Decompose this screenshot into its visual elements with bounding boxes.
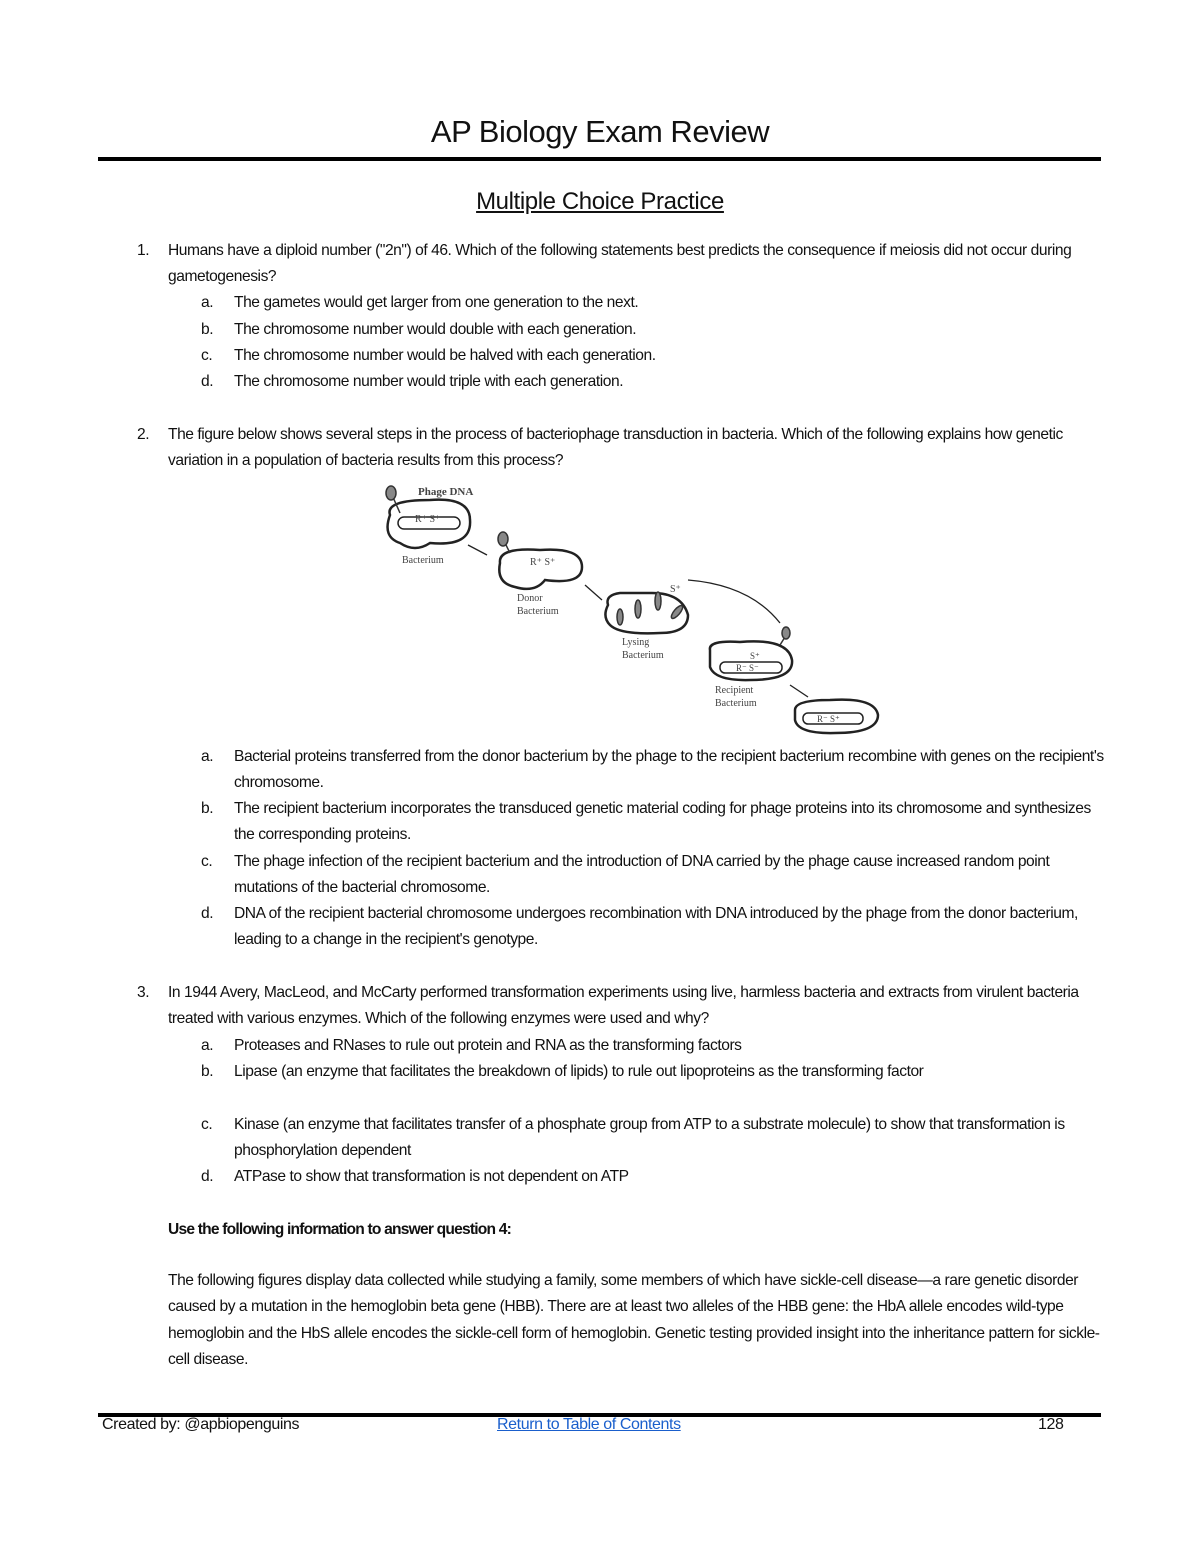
option-label: c. bbox=[201, 1116, 213, 1133]
label-phage-dna: Phage DNA bbox=[418, 486, 474, 498]
option-text: Kinase (an enzyme that facilitates transfer of a phosphate group from ATP to a substrate molecule) to show that transformation is phosphorylation dependent bbox=[234, 1116, 1065, 1160]
option-label: d. bbox=[201, 1168, 214, 1185]
arrow bbox=[790, 685, 808, 697]
option-text: The chromosome number would be halved with each generation. bbox=[234, 347, 656, 364]
label-bacterium: Bacterium bbox=[402, 555, 444, 566]
option-text: The chromosome number would triple with each generation. bbox=[234, 373, 624, 390]
transduction-figure bbox=[370, 475, 890, 740]
option-text: The phage infection of the recipient bacterium and the introduction of DNA carried by the phage cause increased random point mutations of the bacterial chromosome. bbox=[234, 853, 1050, 897]
option-text: ATPase to show that transformation is not dependent on ATP bbox=[234, 1168, 629, 1185]
option-label: c. bbox=[201, 347, 213, 364]
section-title: Multiple Choice Practice bbox=[476, 188, 724, 215]
arrow bbox=[585, 585, 602, 600]
label-allele: S⁺ bbox=[750, 651, 760, 661]
option-label: b. bbox=[201, 321, 214, 338]
label-lysing-2: Bacterium bbox=[622, 650, 664, 661]
option-label: c. bbox=[201, 853, 213, 870]
arrow bbox=[468, 545, 487, 555]
label-donor: Donor bbox=[517, 593, 543, 604]
label-donor-2: Bacterium bbox=[517, 606, 559, 617]
option-text: Bacterial proteins transferred from the donor bacterium by the phage to the recipient bacterium recombine with genes on the recipient's chromosome. bbox=[234, 748, 1104, 792]
option-label: b. bbox=[201, 800, 214, 817]
page-title: AP Biology Exam Review bbox=[430, 114, 770, 149]
option-text: Proteases and RNases to rule out protein and RNA as the transforming factors bbox=[234, 1037, 742, 1054]
label-lysing: Lysing bbox=[622, 637, 650, 648]
option-label: b. bbox=[201, 1063, 214, 1080]
label-allele: S⁺ bbox=[670, 584, 681, 595]
option-text: Lipase (an enzyme that facilitates the breakdown of lipids) to rule out lipoproteins as the transforming factor bbox=[234, 1063, 924, 1080]
label-recipient: Recipient bbox=[715, 685, 754, 696]
footer-credit: Created by: @apbiopenguins bbox=[102, 1416, 300, 1433]
header-rule bbox=[98, 157, 1101, 161]
option-text: The chromosome number would double with each generation. bbox=[234, 321, 637, 338]
option-text: The gametes would get larger from one generation to the next. bbox=[234, 294, 639, 311]
label-allele: R⁺ S⁺ bbox=[415, 514, 441, 525]
label-allele: R⁺ S⁺ bbox=[530, 557, 556, 568]
option-label: d. bbox=[201, 905, 214, 922]
toc-link[interactable]: Return to Table of Contents bbox=[497, 1416, 681, 1433]
question-2-text: The figure below shows several steps in the process of bacteriophage transduction in bacteria. Which of the following explains how genetic variation in a population of bacteria results from this process? bbox=[168, 426, 1063, 470]
arrow bbox=[688, 580, 780, 623]
option-label: a. bbox=[201, 748, 214, 765]
page-number: 128 bbox=[1038, 1416, 1064, 1433]
label-allele: R⁻ S⁺ bbox=[817, 714, 840, 724]
question-number: 1. bbox=[137, 242, 150, 259]
donor-cell bbox=[499, 550, 582, 589]
option-label: a. bbox=[201, 1037, 214, 1054]
option-text: DNA of the recipient bacterial chromosome undergoes recombination with DNA introduced by the phage from the donor bacterium, leading to a change in the recipient's genotype. bbox=[234, 905, 1078, 949]
option-label: d. bbox=[201, 373, 214, 390]
label-recipient-2: Bacterium bbox=[715, 698, 757, 709]
option-text: The recipient bacterium incorporates the transduced genetic material coding for phage proteins into its chromosome and synthesizes the corresponding proteins. bbox=[234, 800, 1091, 844]
label-allele: R⁻ S⁻ bbox=[736, 663, 759, 673]
question-3-text: In 1944 Avery, MacLeod, and McCarty performed transformation experiments using live, harmless bacteria and extracts from virulent bacteria treated with various enzymes. Which of the following enzymes were used and why? bbox=[168, 984, 1079, 1028]
question-number: 3. bbox=[137, 984, 150, 1001]
option-label: a. bbox=[201, 294, 214, 311]
question-number: 2. bbox=[137, 426, 150, 443]
question-1-text: Humans have a diploid number ("2n") of 46. Which of the following statements best predicts the consequence if meiosis did not occur during gametogenesis? bbox=[168, 242, 1072, 286]
q4-paragraph: The following figures display data collected while studying a family, some members of which have sickle-cell disease—a rare genetic disorder caused by a mutation in the hemoglobin beta gene (HBB). There are at least two alleles of the HBB gene: the HbA allele encodes wild-type hemoglobin and the HbS allele encodes the sickle-cell form of hemoglobin. Genetic testing provided insight into the inheritance pattern for sickle-cell disease. bbox=[168, 1272, 1100, 1368]
q4-heading: Use the following information to answer question 4: bbox=[168, 1221, 511, 1238]
